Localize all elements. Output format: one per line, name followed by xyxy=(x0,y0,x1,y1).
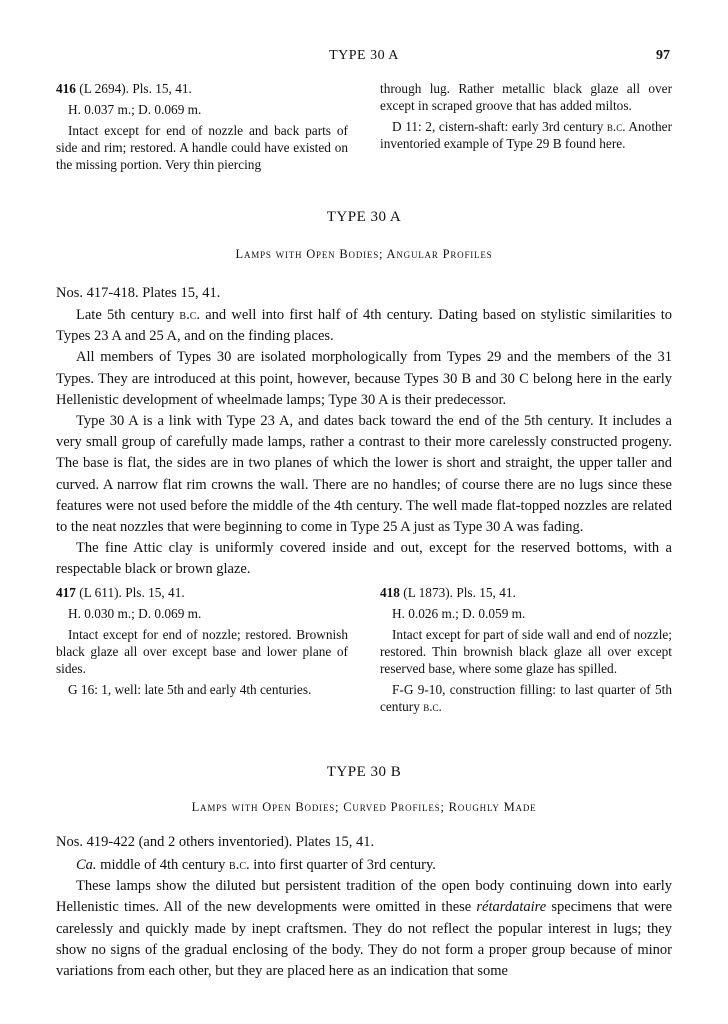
paragraph: Late 5th century b.c. and well into first half of 4th century. Dating based on stylistic similarities to Types 23 A and 25 A, and on the finding places. xyxy=(56,307,673,345)
entry-context xyxy=(380,118,672,152)
paragraph: All members of Types 30 are isolated morphologically from Types 29 and the members of the 31 Types. They are introduced at this point, however, because Types 30 B and 30 C belong here in the early Hellenistic development of wheelmade lamps; Type 30 A is their predecessor. xyxy=(56,349,672,408)
entries-30a xyxy=(56,584,672,715)
context-text: D 11: 2, cistern-shaft: early 3rd century xyxy=(392,119,604,134)
entry-ref: (L 611). Pls. 15, 41. xyxy=(79,585,185,600)
top-columns xyxy=(56,80,672,173)
running-title: TYPE 30 A xyxy=(329,48,399,63)
section-heading-30a: TYPE 30 A xyxy=(326,209,402,225)
entry-ref: (L 1873). Pls. 15, 41. xyxy=(403,585,516,600)
paragraph: Ca. middle of 4th century b.c. into first quarter of 3rd century. xyxy=(76,857,436,873)
italic-term: rétardataire xyxy=(476,899,547,916)
section-subtitle-30a: Lamps with Open Bodies; Angular Profiles xyxy=(235,247,493,261)
entry-number: 418 xyxy=(380,585,400,600)
section-subtitle-30b: Lamps with Open Bodies; Curved Profiles; Roughly Made xyxy=(191,800,537,814)
entry-context: G 16: 1, well: late 5th and early 4th centuries. xyxy=(68,682,312,697)
entry-number: 417 xyxy=(56,585,76,600)
catalogue-numbers-30a: Nos. 417-418. Plates 15, 41. xyxy=(56,285,221,301)
entry-number: 416 xyxy=(56,81,76,96)
entry-context: F-G 9-10, construction filling: to last quarter of 5th century b.c. xyxy=(380,682,672,714)
entry-416-continued xyxy=(380,80,672,173)
entry-418 xyxy=(380,584,672,715)
entry-417 xyxy=(56,584,348,715)
entry-description: Intact except for end of nozzle; restored. Brownish black glaze all over except base and lower plane of sides. xyxy=(56,627,348,676)
section-heading-30b: TYPE 30 B xyxy=(326,764,402,780)
entry-416 xyxy=(56,80,348,173)
page-number: 97 xyxy=(656,48,670,63)
paragraph: Type 30 A is a link with Type 23 A, and dates back toward the end of the 5th century. It includes a very small group of carefully made lamps, rather a contrast to their more carelessly constructed progeny. The base is flat, the sides are in two planes of which the lower is short and straight, the upper taller and curved. A narrow flat rim crowns the wall. There are no handles; of course there are no lugs since these features were not used before the middle of the 4th century. The well made flat-topped nozzles are related to the neat nozzles that were beginning to come in Type 25 A just as Type 30 A was fading. xyxy=(56,413,672,536)
entry-description: Intact except for part of side wall and end of nozzle; restored. Thin brownish black glaze all over except reserved base, where some glaze has spilled. xyxy=(380,627,672,676)
section-body-30a xyxy=(56,305,672,581)
bc-abbrev: b.c. xyxy=(423,699,442,714)
context-note: Another inventoried example of Type 29 B found here. xyxy=(380,119,672,151)
bc-abbrev: b.c. xyxy=(606,119,626,134)
paragraph: These lamps show the diluted but persistent tradition of the open body continuing down into early Hellenistic times. All of the new developments were omitted in these rétardataire specimens that were carelessly and quickly made by inept craftsmen. They do not reflect the popular interest in lugs; they show no signs of the gradual enclosing of the body. They do not form a proper group because of minor variations from each other, but they are placed here as an indication that some xyxy=(56,878,673,980)
entry-418-head xyxy=(380,584,672,601)
catalogue-numbers-30b: Nos. 419-422 (and 2 others inventoried). Plates 15, 41. xyxy=(56,834,375,850)
entry-description: Intact except for end of nozzle and back parts of side and rim; restored. A handle could have existed on the missing portion. Very thin piercing xyxy=(56,123,348,172)
entry-416-head xyxy=(56,80,348,97)
bc-abbrev: b.c. xyxy=(229,857,250,873)
entry-417-head xyxy=(56,584,348,601)
entry-dimensions: H. 0.037 m.; D. 0.069 m. xyxy=(68,102,202,117)
entry-ref: (L 2694). Pls. 15, 41. xyxy=(79,81,192,96)
bc-abbrev: b.c. xyxy=(179,307,201,323)
entry-continuation: through lug. Rather metallic black glaze all over except in scraped groove that has added miltos. xyxy=(380,81,672,113)
entry-dimensions: H. 0.030 m.; D. 0.069 m. xyxy=(68,606,202,621)
paragraph: The fine Attic clay is uniformly covered inside and out, except for the reserved bottoms, with a respectable black or brown glaze. xyxy=(56,540,672,578)
section-body-30b xyxy=(56,855,672,982)
entry-dimensions: H. 0.026 m.; D. 0.059 m. xyxy=(392,606,526,621)
running-header xyxy=(0,48,728,66)
